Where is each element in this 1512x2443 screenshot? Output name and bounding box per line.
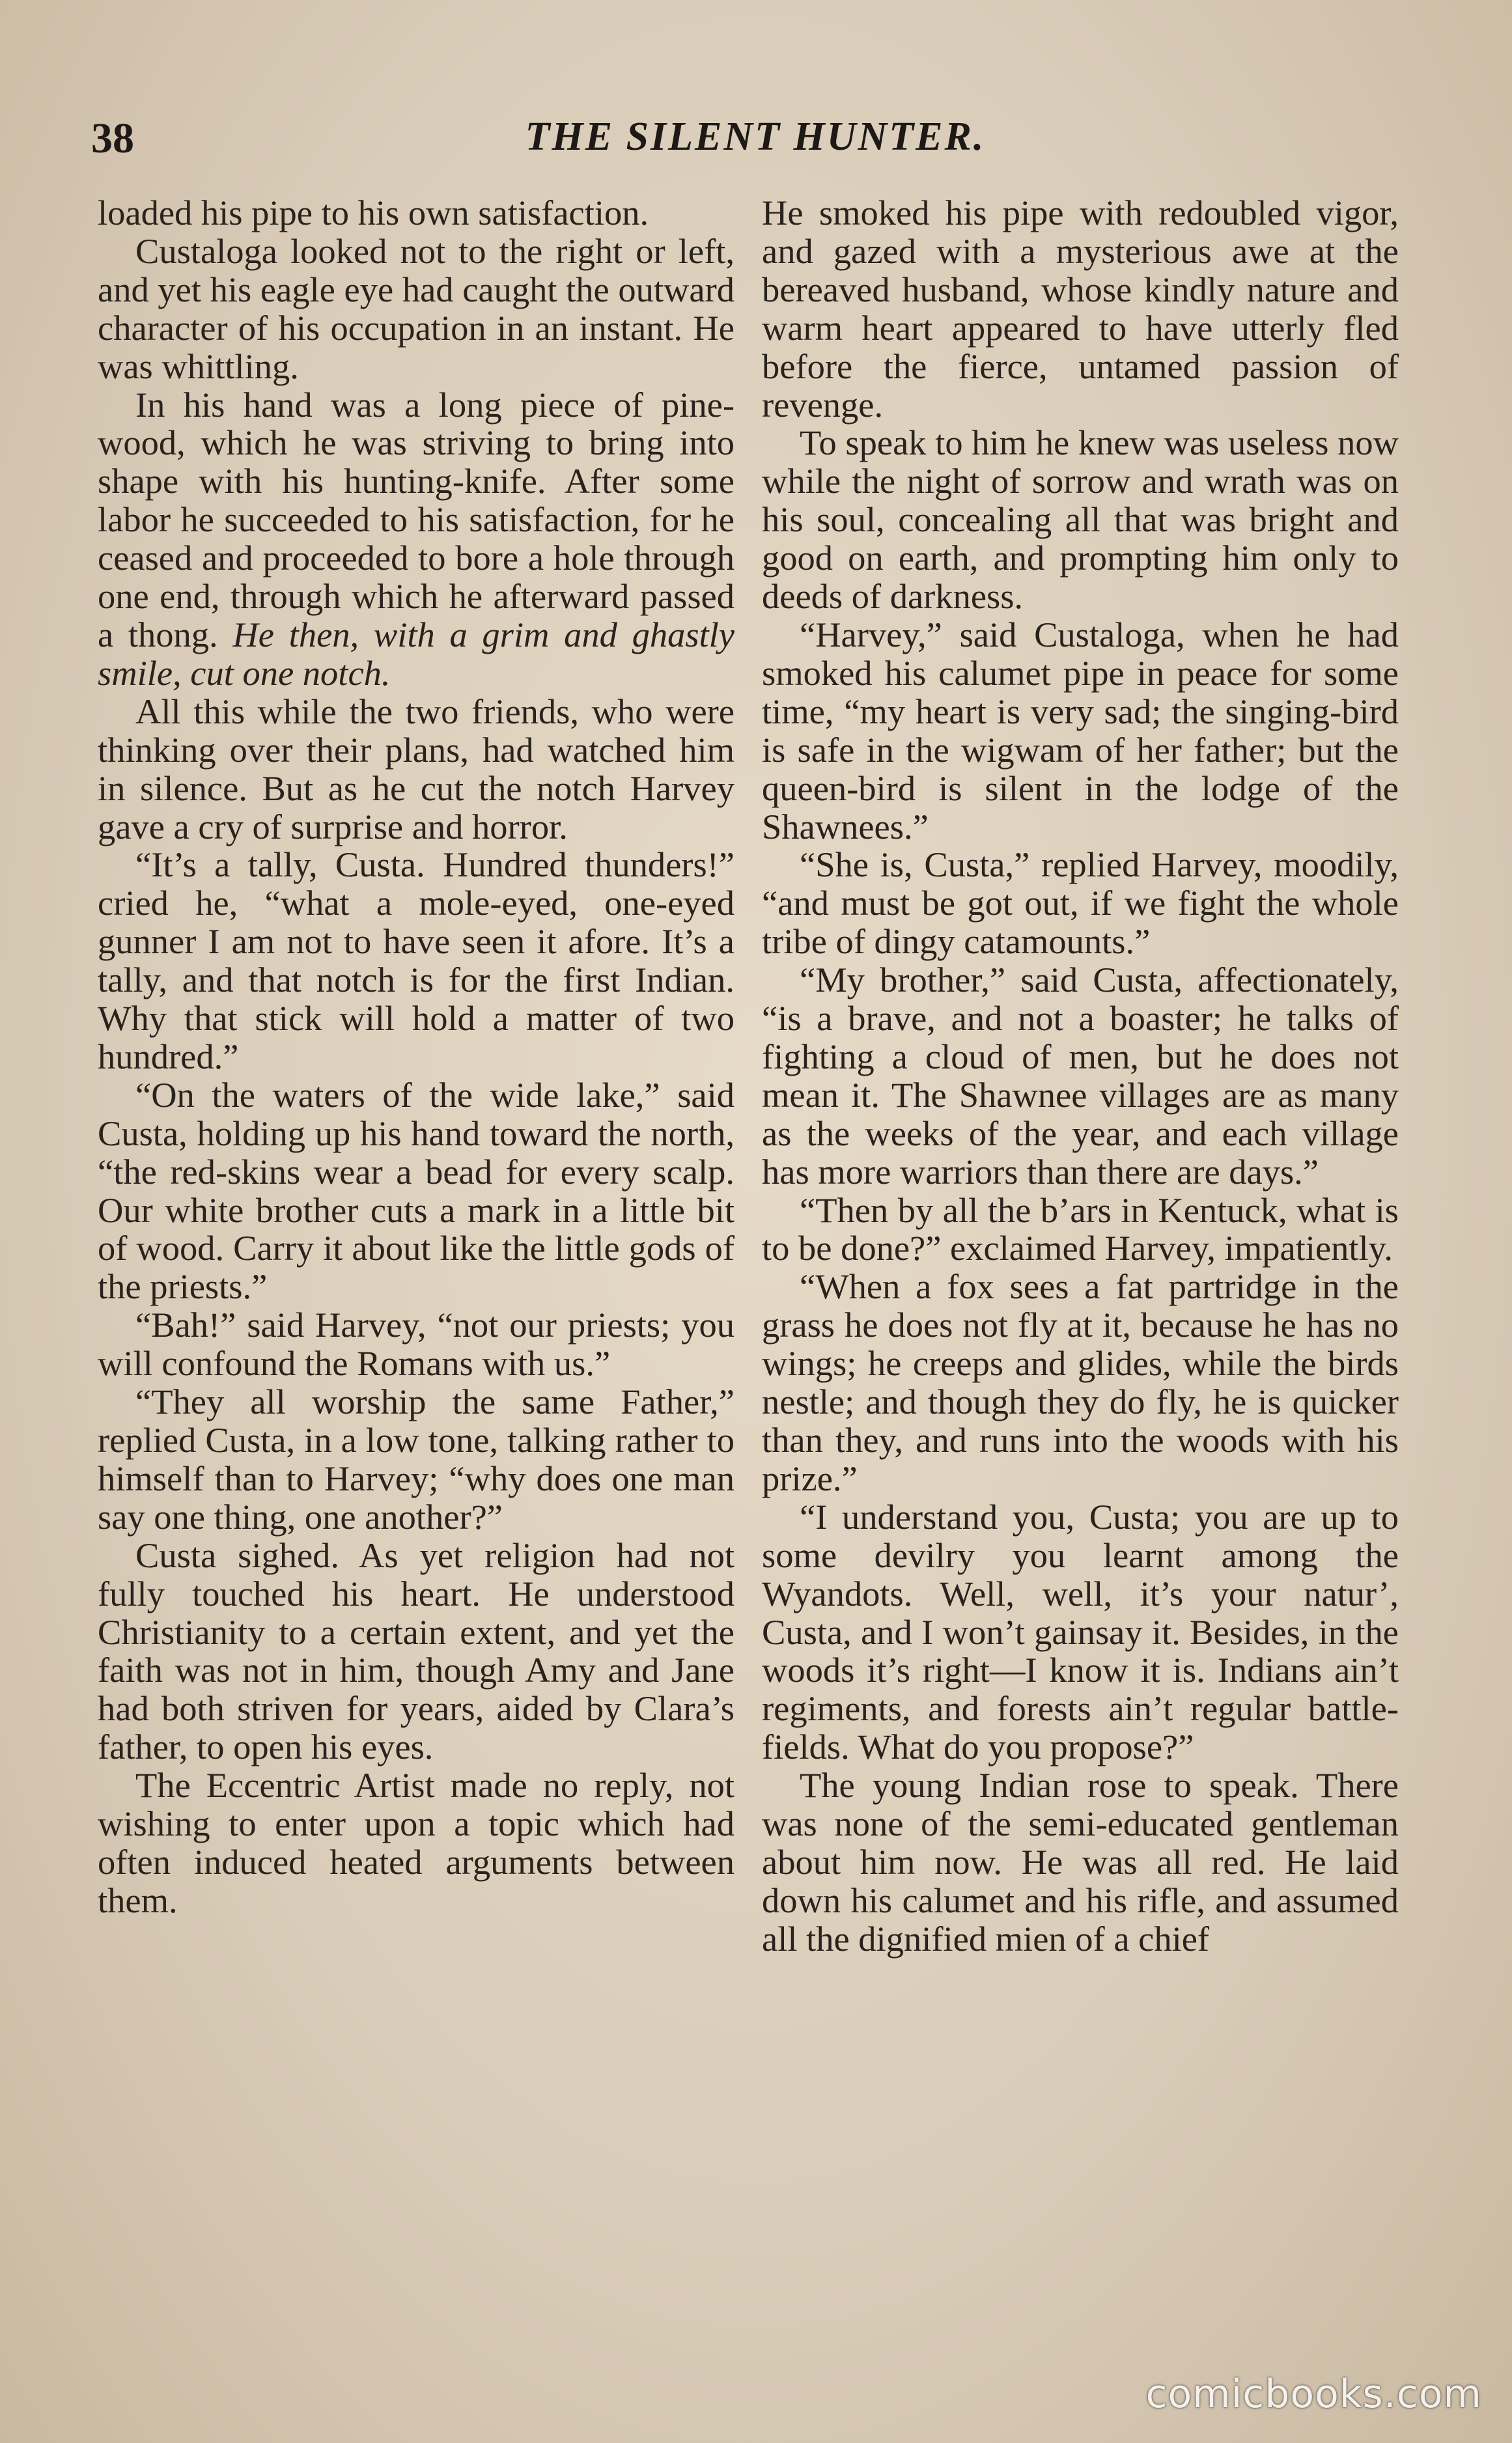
paragraph: Custa sighed. As yet religion had not fully touched his heart. He understood Christianity to a certain extent, and yet the faith was not in him, though Amy and Jane had both striven for years, aided by Clara’s father, to open his eyes. [98,1535,735,1767]
page-number: 38 [91,115,134,162]
paragraph: “Then by all the b’ars in Kentuck, what is to be done?” exclaimed Harvey, impatiently. [762,1190,1399,1268]
paragraph: All this while the two friends, who were thinking over their plans, had watched him in silence. But as he cut the notch Harvey gave a cry of surprise and horror. [98,691,735,846]
paragraph: “When a fox sees a fat partridge in the grass he does not fly at it, because he has no wings; he creeps and glides, while the birds nestle; and though they do fly, he is quicker than they, and runs into the woods with his prize.” [762,1266,1399,1498]
paragraph: “Bah!” said Harvey, “not our priests; you will confound the Romans with us.” [98,1305,735,1384]
watermark: comicbooks.com [1145,2371,1482,2417]
paragraph: “On the waters of the wide lake,” said Custa, holding up his hand toward the north, “the red-skins wear a bead for every scalp. Our white brother cuts a mark in a little bit of wood. Carry it about like the little gods of the priests.” [98,1074,735,1307]
paragraph: “Harvey,” said Custaloga, when he had smoked his calumet pipe in peace for some time, “my heart is very sad; the singing-bird is safe in the wigwam of her father; but the queen-bird is silent in the lodge of the Shawnees.” [762,614,1399,846]
right-column [762,194,1399,1959]
left-column [98,194,735,1920]
italic-sentence: He then, with a grim and ghastly smile, cut one notch. [98,614,735,693]
paragraph: “They all worship the same Father,” replied Custa, in a low tone, talking rather to himself than to Harvey; “why does one man say one thing, one another?” [98,1382,735,1537]
paragraph: Custaloga looked not to the right or left, and yet his eagle eye had caught the outward character of his occupation in an instant. He was whittling. [98,230,735,386]
paragraph: “It’s a tally, Custa. Hundred thunders!” cried he, “what a mole-eyed, one-eyed gunner I am not to have seen it afore. It’s a tally, and that notch is for the first Indian. Why that stick will hold a matter of two hundred.” [98,845,735,1076]
paragraph: He smoked his pipe with redoubled vigor, and gazed with a mysterious awe at the bereaved husband, whose kindly nature and warm heart appeared to have utterly fled before the fierce, untamed passion of revenge. [762,193,1399,425]
running-title: THE SILENT HUNTER. [525,115,986,159]
paragraph: To speak to him he knew was useless now while the night of sorrow and wrath was on his soul, concealing all that was bright and good on earth, and prompting him only to deeds of darkness. [762,423,1399,617]
paragraph: loaded his pipe to his own satisfaction. [98,193,649,232]
page-header [91,114,1420,166]
paragraph [98,386,735,693]
paragraph: “My brother,” said Custa, affectionately, “is a brave, and not a boaster; he talks of fighting a cloud of men, but he does not mean it. The Shawnee villages are as many as the weeks of the year, and each village has more warriors than there are days.” [762,960,1399,1192]
paragraph-text: In his hand was a long piece of pine-wood, which he was striving to bring into shape with his hunting-knife. After some labor he succeeded to his satisfaction, for he ceased and proceeded to bore a hole through one end, through which he afterward passed a thong. [98,384,735,654]
paragraph: “I understand you, Custa; you are up to some devilry you learnt among the Wyandots. Well, well, it’s your natur’, Custa, and I won’t gainsay it. Besides, in the woods it’s right—I know it is. Indians ain’t regiments, and forests ain’t regular battle-fields. What do you propose?” [762,1496,1399,1767]
paragraph: The Eccentric Artist made no reply, not wishing to enter upon a topic which had often induced heated arguments between them. [98,1765,735,1920]
paragraph: The young Indian rose to speak. There was none of the semi-educated gentleman about him now. He was all red. He laid down his calumet and his rifle, and assumed all the dignified mien of a chief [762,1765,1399,1959]
paragraph: “She is, Custa,” replied Harvey, moodily, “and must be got out, if we fight the whole tribe of dingy catamounts.” [762,845,1399,962]
